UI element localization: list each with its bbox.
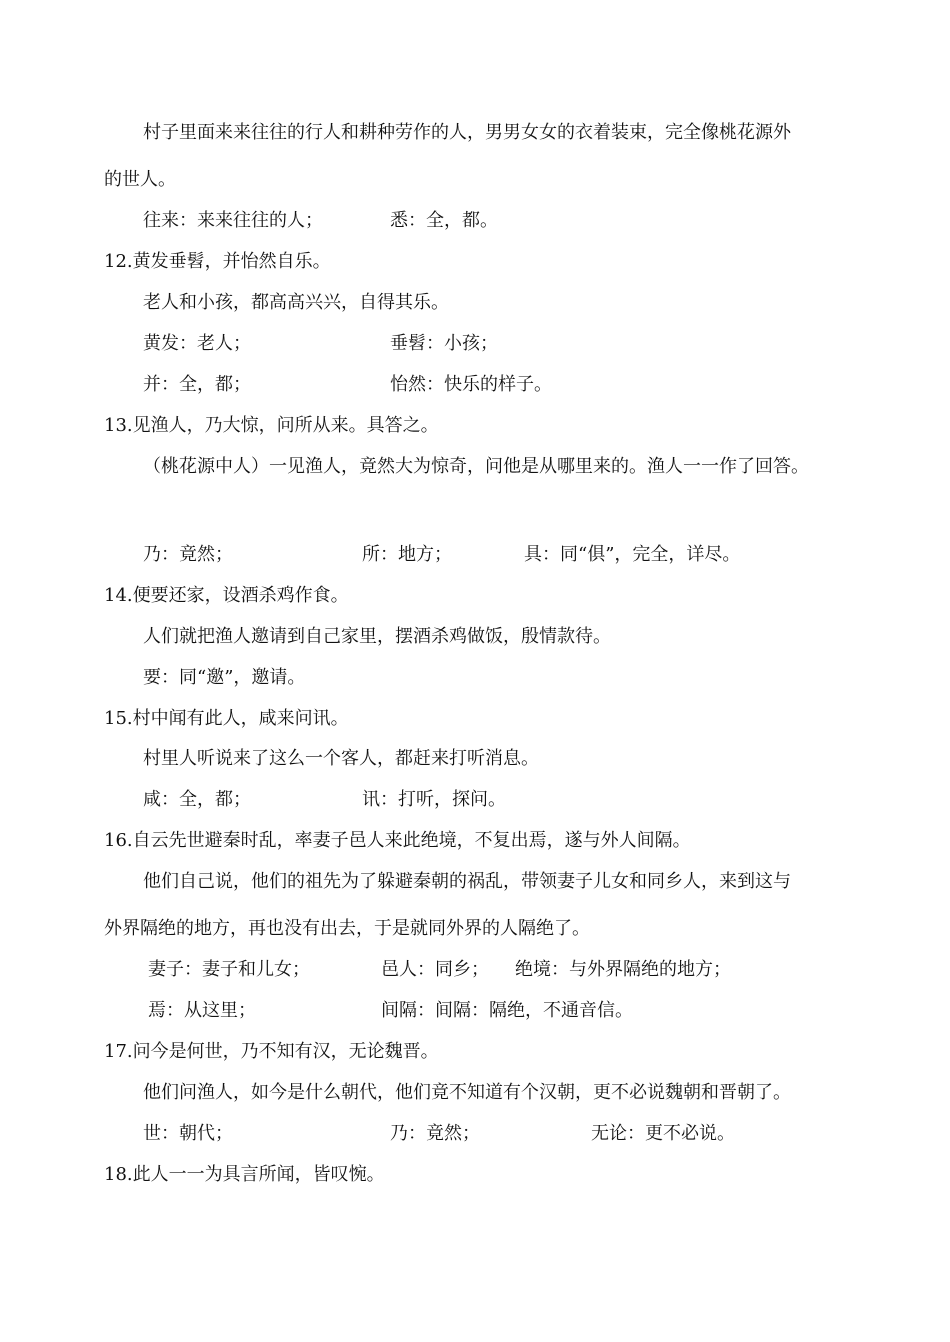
gloss-row [0,373,950,397]
source-sentence: 18.此人一一为具言所闻，皆叹惋。 [104,1164,385,1185]
source-sentence: 13.见渔人，乃大惊，问所从来。具答之。 [104,415,439,436]
gloss-row [0,332,950,356]
source-sentence: 15.村中闻有此人，咸来问讯。 [104,708,349,729]
gloss-term: 乃：竟然； [143,544,233,565]
gloss-term: 无论：更不必说。 [591,1123,735,1144]
gloss-row [0,999,950,1023]
translation-line: 他们问渔人，如今是什么朝代，他们竟不知道有个汉朝，更不必说魏朝和晋朝了。 [143,1082,791,1103]
translation-line: 人们就把渔人邀请到自己家里，摆酒杀鸡做饭，殷情款待。 [143,626,611,647]
gloss-term: 绝境：与外界隔绝的地方； [515,959,731,980]
gloss-row [0,543,950,567]
gloss-term: 悉：全，都。 [390,210,498,231]
gloss-term: 要：同“邀”，邀请。 [143,667,306,688]
gloss-row [0,1122,950,1146]
gloss-term: 咸：全，都； [143,789,251,810]
translation-line: 村里人听说来了这么一个客人，都赶来打听消息。 [143,748,539,769]
translation-line: 的世人。 [104,169,176,190]
gloss-term: 并：全，都； [143,374,251,395]
gloss-row [0,666,950,690]
source-sentence: 12.黄发垂髫，并怡然自乐。 [104,251,331,272]
gloss-term: 世：朝代； [143,1123,233,1144]
gloss-term: 具：同“俱”，完全，详尽。 [524,544,741,565]
gloss-term: 垂髫：小孩； [390,333,498,354]
source-sentence: 16.自云先世避秦时乱，率妻子邑人来此绝境，不复出焉，遂与外人间隔。 [104,830,691,851]
gloss-term: 乃：竟然； [390,1123,480,1144]
gloss-term: 往来：来来往往的人； [143,210,323,231]
gloss-term: 怡然：快乐的样子。 [390,374,552,395]
gloss-term: 妻子：妻子和儿女； [148,959,310,980]
gloss-row [0,958,950,982]
translation-line: 老人和小孩，都高高兴兴，自得其乐。 [143,292,449,313]
translation-line: 外界隔绝的地方，再也没有出去，于是就同外界的人隔绝了。 [104,918,590,939]
gloss-term: 讯：打听，探问。 [362,789,506,810]
gloss-term: 焉：从这里； [148,1000,256,1021]
gloss-term: 邑人：同乡； [381,959,489,980]
gloss-row [0,788,950,812]
translation-line: 村子里面来来往往的行人和耕种劳作的人，男男女女的衣着装束，完全像桃花源外 [143,122,791,143]
source-sentence: 14.便要还家，设酒杀鸡作食。 [104,585,349,606]
gloss-term: 所：地方； [362,544,452,565]
gloss-row [0,209,950,233]
translation-line: （桃花源中人）一见渔人，竟然大为惊奇，问他是从哪里来的。渔人一一作了回答。 [143,456,809,477]
translation-line: 他们自己说，他们的祖先为了躲避秦朝的祸乱，带领妻子儿女和同乡人，来到这与 [143,871,791,892]
gloss-term: 黄发：老人； [143,333,251,354]
source-sentence: 17.问今是何世，乃不知有汉，无论魏晋。 [104,1041,439,1062]
gloss-term: 间隔：间隔：隔绝，不通音信。 [381,1000,633,1021]
